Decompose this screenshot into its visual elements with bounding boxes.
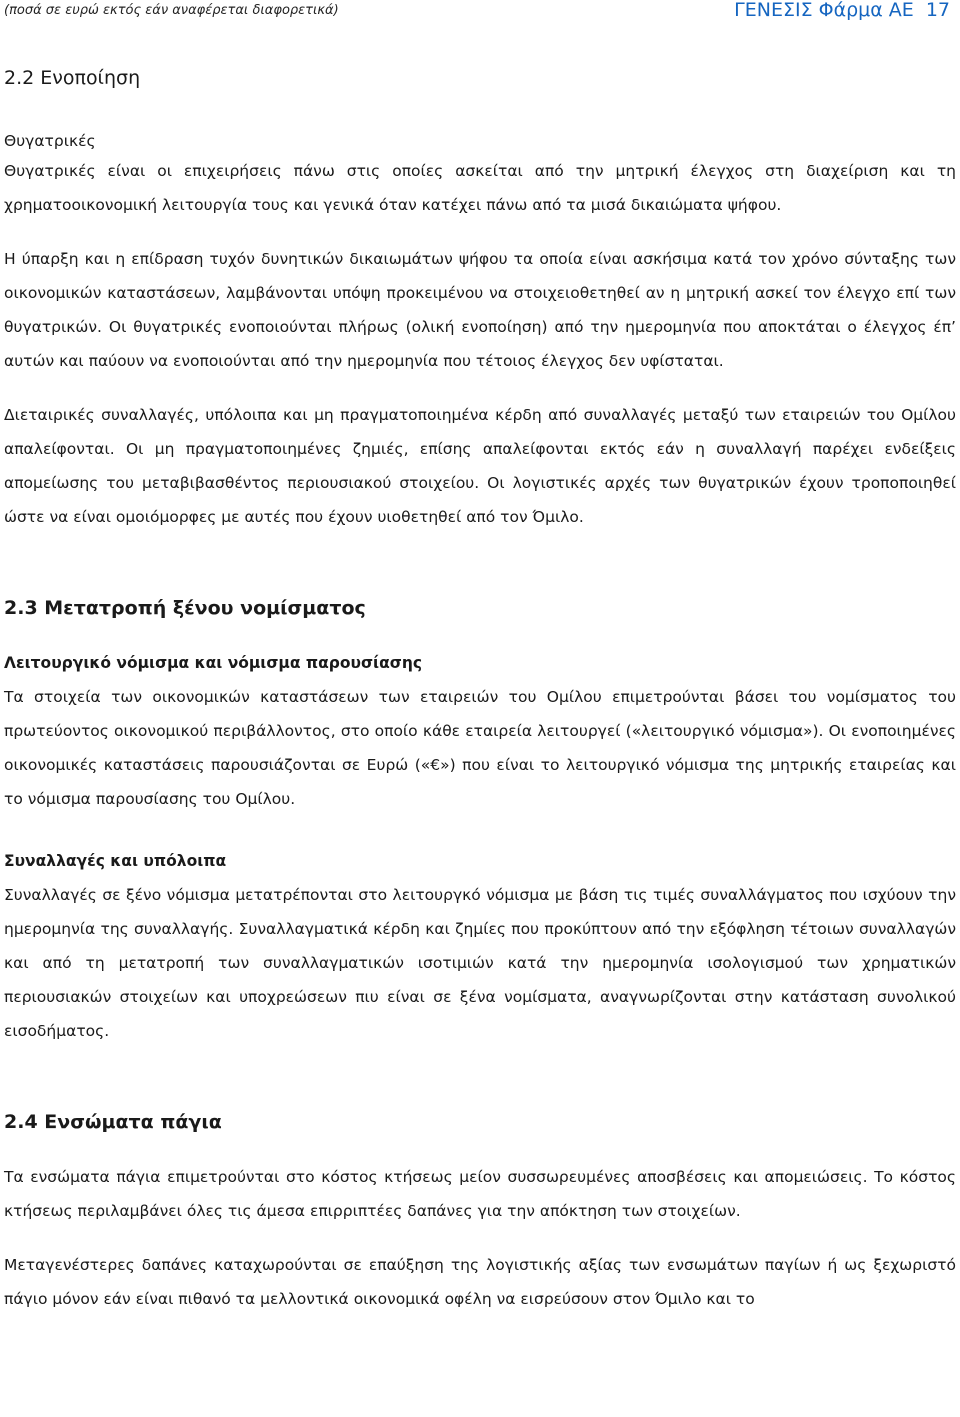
paragraph: Η ύπαρξη και η επίδραση τυχόν δυνητικών δικαιωμάτων ψήφου τα οποία είναι ασκήσιμα κατά τον χρόνο σύνταξης των οικονομικών καταστάσεων, λαμβάνονται υπόψη προκειμένου να στοιχειοθετηθεί αν η μητρική ασκεί τον έλεγχο επί των θυγατρικών. Οι θυγατρικές ενοποιούνται πλήρως (ολική ενοποίηση) από την ημερομηνία που αποκτάται ο έλεγχος έπ’ αυτών και παύουν να ενοποιούνται από την ημερομηνία που τέτοιος έλεγχος δεν υφίσταται. <box>4 250 956 370</box>
currency-note: (ποσά σε ευρώ εκτός εάν αναφέρεται διαφορετικά) <box>4 3 339 18</box>
paragraph: Τα στοιχεία των οικονομικών καταστάσεων των εταιρειών του Ομίλου επιμετρούνται βάσει του νομίσματος του πρωτεύοντος οικονομικού περιβάλλοντος, στο οποίο κάθε εταιρεία λειτουργεί («λειτουργικό νόμισμα»). Οι ενοποιημένες οικονομικές καταστάσεις παρουσιάζονται σε Ευρώ («€») που είναι το λειτουργικό νόμισμα της μητρικής εταιρείας και το νόμισμα παρουσίασης του Ομίλου. <box>4 688 956 808</box>
page-header <box>4 0 956 26</box>
subsidiaries-heading: Θυγατρικές <box>4 132 96 150</box>
paragraph: Διεταιρικές συναλλαγές, υπόλοιπα και μη πραγματοποιημένα κέρδη από συναλλαγές μεταξύ των εταιρειών του Ομίλου απαλείφονται. Οι μη πραγματοποιημένες ζημιές, επίσης απαλείφονται εκτός εάν η συναλλαγή παρέχει ενδείξεις απομείωσης του μεταβιβασθέντος περιουσιακού στοιχείου. Οι λογιστικές αρχές των θυγατρικών έχουν τροποποιηθεί ώστε να είναι ομοιόμορφες με αυτές που έχουν υιοθετηθεί από τον Όμιλο. <box>4 406 956 526</box>
functional-currency-heading: Λειτουργικό νόμισμα και νόμισμα παρουσίασης <box>4 654 423 672</box>
paragraph: Θυγατρικές είναι οι επιχειρήσεις πάνω στις οποίες ασκείται από την μητρική έλεγχος στη διαχείριση και τη χρηματοοικονομική λειτουργία τους και γενικά όταν κατέχει πάνω από τα μισά δικαιώματα ψήφου. <box>4 162 956 214</box>
paragraph: Συναλλαγές σε ξένο νόμισμα μετατρέπονται στο λειτουργκό νόμισμα με βάση τις τιμές συναλλάγματος που ισχύουν την ημερομηνία της συναλλαγής. Συναλλαγματικά κέρδη και ζημίες που προκύπτουν από την εξόφληση τέτοιων συναλλαγών και από τη μετατροπή των συναλλαγματικών ισοτιμιών κατά την ημερομηνία ισολογισμού των χρηματικών περιουσιακών στοιχείων και υποχρεώσεων πιυ είναι σε ξένα νομίσματα, αναγνωρίζονται στην κατάσταση συνολικού εισοδήματος. <box>4 886 956 1040</box>
document-body <box>4 60 956 1316</box>
section-title-2-4: 2.4 Ενσώματα πάγια <box>4 1111 222 1133</box>
section-title-2-3: 2.3 Μετατροπή ξένου νομίσματος <box>4 597 366 619</box>
page-number: 17 <box>925 0 950 21</box>
transactions-heading: Συναλλαγές και υπόλοιπα <box>4 852 227 870</box>
paragraph: Τα ενσώματα πάγια επιμετρούνται στο κόστος κτήσεως μείον συσσωρευμένες αποσβέσεις και απομειώσεις. Το κόστος κτήσεως περιλαμβάνει όλες τις άμεσα επιρριπτέες δαπάνες για την απόκτηση των στοιχείων. <box>4 1168 956 1220</box>
header-company-page <box>734 0 950 21</box>
company-name: ΓΕΝΕΣΙΣ Φάρμα ΑΕ <box>734 0 914 21</box>
section-title-2-2: 2.2 Ενοποίηση <box>4 67 141 89</box>
paragraph: Μεταγενέστερες δαπάνες καταχωρούνται σε επαύξηση της λογιστικής αξίας των ενσωμάτων παγίων ή ως ξεχωριστό πάγιο μόνον εάν είναι πιθανό τα μελλοντικά οικονομικά οφέλη να εισρεύσουν στον Όμιλο και το <box>4 1256 956 1308</box>
